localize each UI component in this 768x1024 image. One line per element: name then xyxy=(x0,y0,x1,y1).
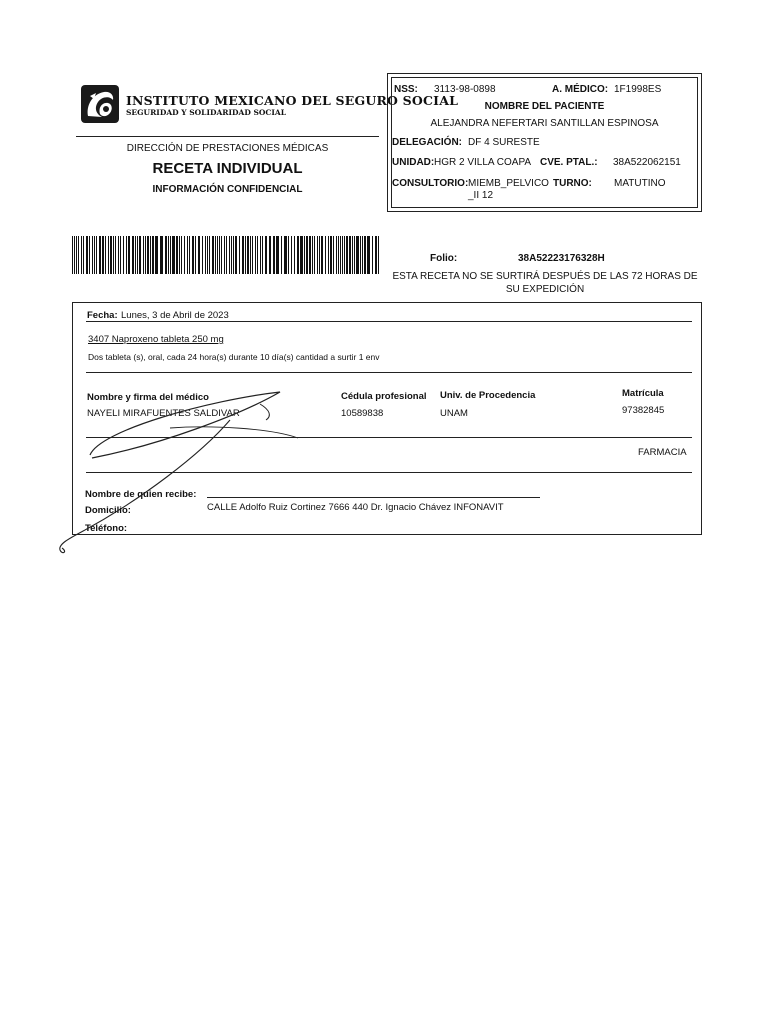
barcode-bar xyxy=(135,236,136,274)
folio-label: Folio: xyxy=(430,253,458,264)
medication-divider xyxy=(86,372,692,373)
barcode-bar xyxy=(317,236,318,274)
barcode-bar xyxy=(247,236,249,274)
barcode-bar xyxy=(94,236,95,274)
barcode-bar xyxy=(356,236,359,274)
barcode-bar xyxy=(217,236,218,274)
barcode-bar xyxy=(273,236,275,274)
barcode-bar xyxy=(209,236,210,274)
barcode-bar xyxy=(128,236,130,274)
barcode-bar xyxy=(338,236,339,274)
barcode-bar xyxy=(231,236,232,274)
barcode-bar xyxy=(139,236,141,274)
barcode-bar xyxy=(224,236,225,274)
barcode-bar xyxy=(239,236,240,274)
barcode-bar xyxy=(229,236,230,274)
medico-label: A. MÉDICO: xyxy=(552,84,609,95)
barcode-bar xyxy=(242,236,244,274)
university-value: UNAM xyxy=(440,408,468,419)
barcode-bar xyxy=(168,236,169,274)
barcode-bar xyxy=(346,236,348,274)
barcode-bar xyxy=(349,236,351,274)
barcode-bar xyxy=(120,236,121,274)
barcode-bar xyxy=(126,236,127,274)
barcode-bar xyxy=(304,236,305,274)
telefono-label: Teléfono: xyxy=(85,523,128,534)
imss-logo-icon xyxy=(80,84,120,124)
fecha-value: Lunes, 3 de Abril de 2023 xyxy=(121,310,229,321)
barcode-bar xyxy=(92,236,93,274)
medication-name: 3407 Naproxeno tableta 250 mg xyxy=(88,334,224,345)
turno-value: MATUTINO xyxy=(614,178,666,189)
cedula-value: 10589838 xyxy=(341,408,384,419)
barcode-bar xyxy=(362,236,363,274)
barcode-bar xyxy=(179,236,180,274)
university-label: Univ. de Procedencia xyxy=(440,390,536,401)
barcode-bar xyxy=(118,236,119,274)
barcode-bar xyxy=(233,236,234,274)
barcode-bar xyxy=(86,236,88,274)
barcode-bar xyxy=(250,236,251,274)
barcode-bar xyxy=(378,236,379,274)
unidad-label: UNIDAD: xyxy=(392,157,435,168)
barcode-bar xyxy=(145,236,146,274)
medication-dosage: Dos tableta (s), oral, cada 24 hora(s) durante 10 día(s) cantidad a surtir 1 env xyxy=(88,352,380,362)
barcode-bar xyxy=(265,236,267,274)
barcode-bar xyxy=(187,236,188,274)
barcode-bar xyxy=(291,236,292,274)
barcode-bar xyxy=(160,236,163,274)
doctor-name-value: NAYELI MIRAFUENTES SALDIVAR xyxy=(87,408,240,419)
barcode-bar xyxy=(375,236,377,274)
barcode-bar xyxy=(96,236,97,274)
barcode xyxy=(72,236,382,274)
barcode-bar xyxy=(192,236,194,274)
barcode-bar xyxy=(294,236,295,274)
barcode-bar xyxy=(152,236,154,274)
barcode-bar xyxy=(281,236,282,274)
document-title: RECETA INDIVIDUAL xyxy=(152,160,303,177)
delegacion-value: DF 4 SURESTE xyxy=(468,137,540,148)
domicilio-value: CALLE Adolfo Ruiz Cortinez 7666 440 Dr. Ignacio Chávez INFONAVIT xyxy=(207,502,504,513)
barcode-bar xyxy=(340,236,341,274)
unidad-value: HGR 2 VILLA COAPA xyxy=(434,157,532,168)
consultorio-label: CONSULTORIO: xyxy=(392,178,469,189)
barcode-bar xyxy=(245,236,246,274)
consultorio-value-line2: _II 12 xyxy=(468,190,494,201)
barcode-bar xyxy=(300,236,303,274)
barcode-bar xyxy=(165,236,167,274)
nss-label: NSS: xyxy=(394,84,418,95)
patient-name-value: ALEJANDRA NEFERTARI SANTILLAN ESPINOSA xyxy=(430,118,659,129)
barcode-bar xyxy=(354,236,355,274)
barcode-bar xyxy=(81,236,82,274)
barcode-bar xyxy=(297,236,299,274)
matricula-value: 97382845 xyxy=(622,405,665,416)
barcode-bar xyxy=(269,236,271,274)
pharmacy-divider xyxy=(86,472,692,473)
receiver-name-label: Nombre de quien recibe: xyxy=(85,489,197,500)
barcode-bar xyxy=(113,236,114,274)
barcode-bar xyxy=(189,236,190,274)
barcode-bar xyxy=(115,236,116,274)
barcode-bar xyxy=(132,236,134,274)
barcode-bar xyxy=(262,236,263,274)
barcode-bar xyxy=(276,236,279,274)
expiry-warning-line2: SU EXPEDICIÓN xyxy=(505,284,585,295)
barcode-bar xyxy=(150,236,151,274)
barcode-bar xyxy=(105,236,106,274)
barcode-bar xyxy=(260,236,261,274)
receiver-name-line xyxy=(207,497,540,498)
barcode-bar xyxy=(78,236,79,274)
institution-name: INSTITUTO MEXICANO DEL SEGURO SOCIAL xyxy=(126,93,459,108)
barcode-bar xyxy=(328,236,329,274)
barcode-bar xyxy=(219,236,220,274)
barcode-bar xyxy=(99,236,101,274)
barcode-bar xyxy=(102,236,104,274)
barcode-bar xyxy=(372,236,373,274)
nss-value: 3113-98-0898 xyxy=(434,84,496,95)
barcode-bar xyxy=(195,236,196,274)
barcode-bar xyxy=(367,236,370,274)
folio-value: 38A52223176328H xyxy=(518,253,605,264)
barcode-bar xyxy=(205,236,206,274)
barcode-bar xyxy=(74,236,75,274)
barcode-bar xyxy=(181,236,182,274)
barcode-bar xyxy=(319,236,320,274)
barcode-bar xyxy=(108,236,109,274)
cve-value: 38A522062151 xyxy=(613,157,681,168)
barcode-bar xyxy=(215,236,216,274)
barcode-bar xyxy=(89,236,90,274)
barcode-bar xyxy=(321,236,323,274)
domicilio-label: Domicilio: xyxy=(85,505,131,516)
barcode-bar xyxy=(235,236,237,274)
barcode-bar xyxy=(221,236,222,274)
barcode-bar xyxy=(143,236,144,274)
barcode-bar xyxy=(284,236,287,274)
barcode-bar xyxy=(309,236,311,274)
barcode-bar xyxy=(155,236,158,274)
barcode-bar xyxy=(123,236,124,274)
barcode-bar xyxy=(172,236,175,274)
medico-value: 1F1998ES xyxy=(614,84,662,95)
barcode-bar xyxy=(360,236,361,274)
fecha-label: Fecha: xyxy=(87,310,118,321)
header-divider xyxy=(76,136,379,137)
barcode-bar xyxy=(255,236,256,274)
barcode-bar xyxy=(72,236,73,274)
barcode-bar xyxy=(110,236,112,274)
barcode-bar xyxy=(330,236,332,274)
doctor-name-label: Nombre y firma del médico xyxy=(87,392,209,403)
barcode-bar xyxy=(325,236,326,274)
barcode-bar xyxy=(336,236,337,274)
barcode-bar xyxy=(342,236,343,274)
barcode-bar xyxy=(147,236,149,274)
pharmacy-label: FARMACIA xyxy=(638,447,687,458)
fecha-underline xyxy=(86,321,692,322)
matricula-label: Matrícula xyxy=(622,388,664,399)
barcode-bar xyxy=(344,236,345,274)
expiry-warning-line1: ESTA RECETA NO SE SURTIRÁ DESPUÉS DE LAS 72 HORAS DE xyxy=(392,271,698,282)
turno-label: TURNO: xyxy=(553,178,592,189)
barcode-bar xyxy=(202,236,203,274)
barcode-bar xyxy=(176,236,178,274)
barcode-bar xyxy=(226,236,227,274)
patient-name-label: NOMBRE DEL PACIENTE xyxy=(484,101,605,112)
barcode-bar xyxy=(333,236,334,274)
confidential-label: INFORMACIÓN CONFIDENCIAL xyxy=(152,184,303,195)
barcode-bar xyxy=(83,236,84,274)
barcode-bar xyxy=(252,236,253,274)
barcode-bar xyxy=(207,236,208,274)
barcode-bar xyxy=(314,236,315,274)
barcode-bar xyxy=(76,236,77,274)
barcode-bar xyxy=(257,236,258,274)
barcode-bar xyxy=(364,236,366,274)
cve-label: CVE. PTAL.: xyxy=(540,157,598,168)
barcode-bar xyxy=(306,236,308,274)
barcode-bar xyxy=(352,236,353,274)
barcode-bar xyxy=(212,236,214,274)
barcode-bar xyxy=(312,236,313,274)
cedula-label: Cédula profesional xyxy=(341,391,427,402)
barcode-bar xyxy=(198,236,200,274)
doctor-divider xyxy=(86,437,692,438)
barcode-bar xyxy=(170,236,171,274)
delegacion-label: DELEGACIÓN: xyxy=(392,137,462,148)
direccion-label: DIRECCIÓN DE PRESTACIONES MÉDICAS xyxy=(126,143,329,154)
barcode-bar xyxy=(288,236,289,274)
consultorio-value-line1: MIEMB_PELVICO xyxy=(468,178,549,189)
institution-subtitle: SEGURIDAD Y SOLIDARIDAD SOCIAL xyxy=(126,108,286,117)
barcode-bar xyxy=(137,236,138,274)
barcode-bar xyxy=(184,236,185,274)
